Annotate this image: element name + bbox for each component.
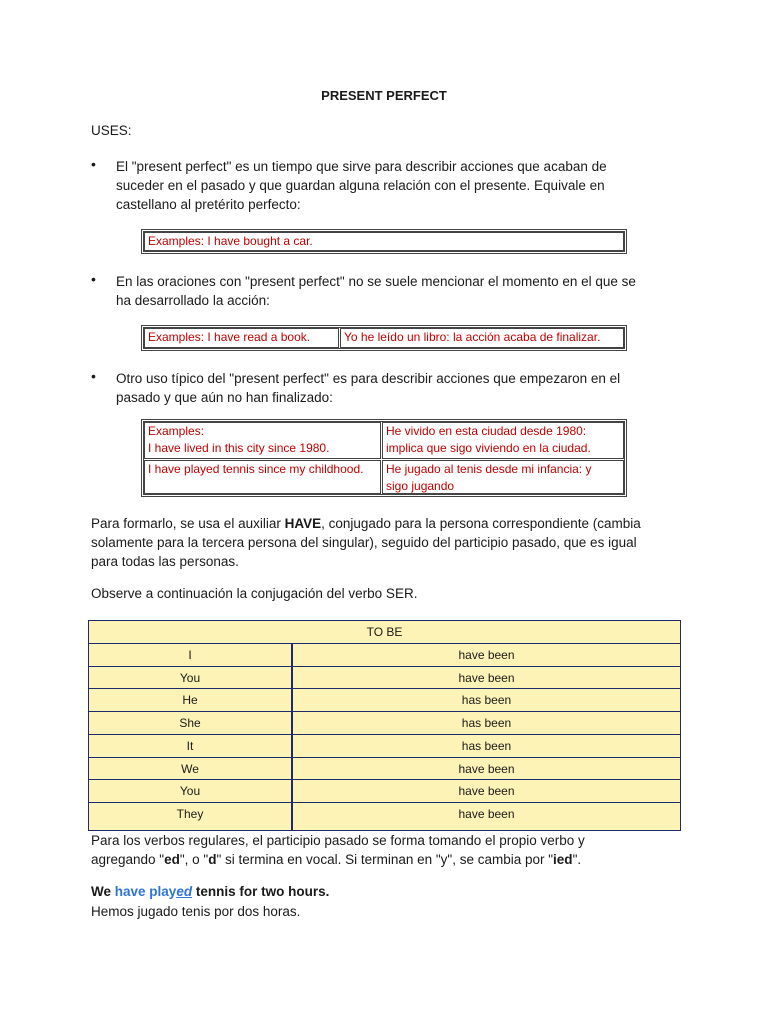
table-row (89, 734, 680, 758)
verb-cell: has been (461, 693, 512, 708)
verb-cell: has been (461, 716, 512, 731)
table-row (89, 688, 680, 712)
to-be-table (88, 620, 681, 831)
paragraph-formation: Para formarlo, se usa el auxiliar HAVE, conjugado para la persona correspondiente (cambia solamente para la tercera persona del singular), seguido del participio pasado, que es igual para todas las personas. (91, 516, 641, 569)
example-3-r2-left: I have played tennis since my childhood. (144, 460, 381, 494)
example-box-2 (141, 325, 627, 351)
bullet-marker: • (91, 271, 96, 287)
pronoun-cell: You (179, 670, 201, 685)
table-row (89, 643, 680, 667)
table-row (89, 711, 680, 735)
bullet-3-text: Otro uso típico del "present perfect" es para describir acciones que empezaron en el pasado y que aún no han finalizado: (116, 371, 621, 405)
verb-cell: have been (458, 648, 515, 662)
table-header: TO BE (366, 625, 403, 639)
bullet-marker: • (91, 368, 96, 384)
uses-label: USES: (91, 123, 132, 138)
pronoun-cell: It (186, 738, 194, 753)
example-3-r1-right: He vivido en esta ciudad desde 1980: implica que sigo viviendo en la ciudad. (382, 422, 624, 459)
bullet-2-text: En las oraciones con "present perfect" no se suele mencionar el momento en el que se ha desarrollado la acción: (116, 274, 636, 308)
example-1-cell: Examples: I have bought a car. (144, 232, 624, 251)
example-3-r1-left: Examples: I have lived in this city since 1980. (144, 422, 381, 459)
table-row (89, 757, 680, 781)
bullet-marker: • (91, 156, 96, 172)
translation-line: Hemos jugado tenis por dos horas. (91, 904, 301, 919)
paragraph-observe: Observe a continuación la conjugación del verbo SER. (91, 586, 418, 601)
page-title: PRESENT PERFECT (321, 88, 447, 103)
example-3-r2-right: He jugado al tenis desde mi infancia: y sigo jugando (382, 460, 624, 494)
table-row (89, 802, 680, 831)
verb-cell: have been (458, 806, 515, 821)
pronoun-cell: He (182, 693, 198, 708)
example-box-3 (141, 419, 627, 497)
paragraph-regular-verbs: Para los verbos regulares, el participio pasado se forma tomando el propio verbo y agregando "ed", o "d" si termina en vocal. Si terminan en "y", se cambia por "ied". (91, 833, 585, 867)
verb-cell: have been (458, 670, 515, 685)
example-2-left: Examples: I have read a book. (144, 328, 339, 348)
example-2-right: Yo he leído un libro: la acción acaba de finalizar. (340, 328, 624, 348)
example-sentence: We have played tennis for two hours. (91, 884, 330, 899)
verb-cell: has been (461, 738, 512, 753)
pronoun-cell: I (188, 648, 192, 662)
pronoun-cell: She (179, 716, 201, 731)
verb-cell: have been (458, 784, 515, 799)
verb-cell: have been (458, 761, 515, 776)
table-row (89, 666, 680, 690)
bullet-1-text: El "present perfect" es un tiempo que sirve para describir acciones que acaban de suceder en el pasado y que guardan alguna relación con el presente. Equivale en castellano al pretérito perfecto: (116, 159, 607, 212)
table-row (89, 779, 680, 803)
pronoun-cell: You (179, 784, 201, 799)
pronoun-cell: They (176, 806, 204, 821)
pronoun-cell: We (181, 761, 199, 776)
example-box-1 (141, 229, 627, 254)
